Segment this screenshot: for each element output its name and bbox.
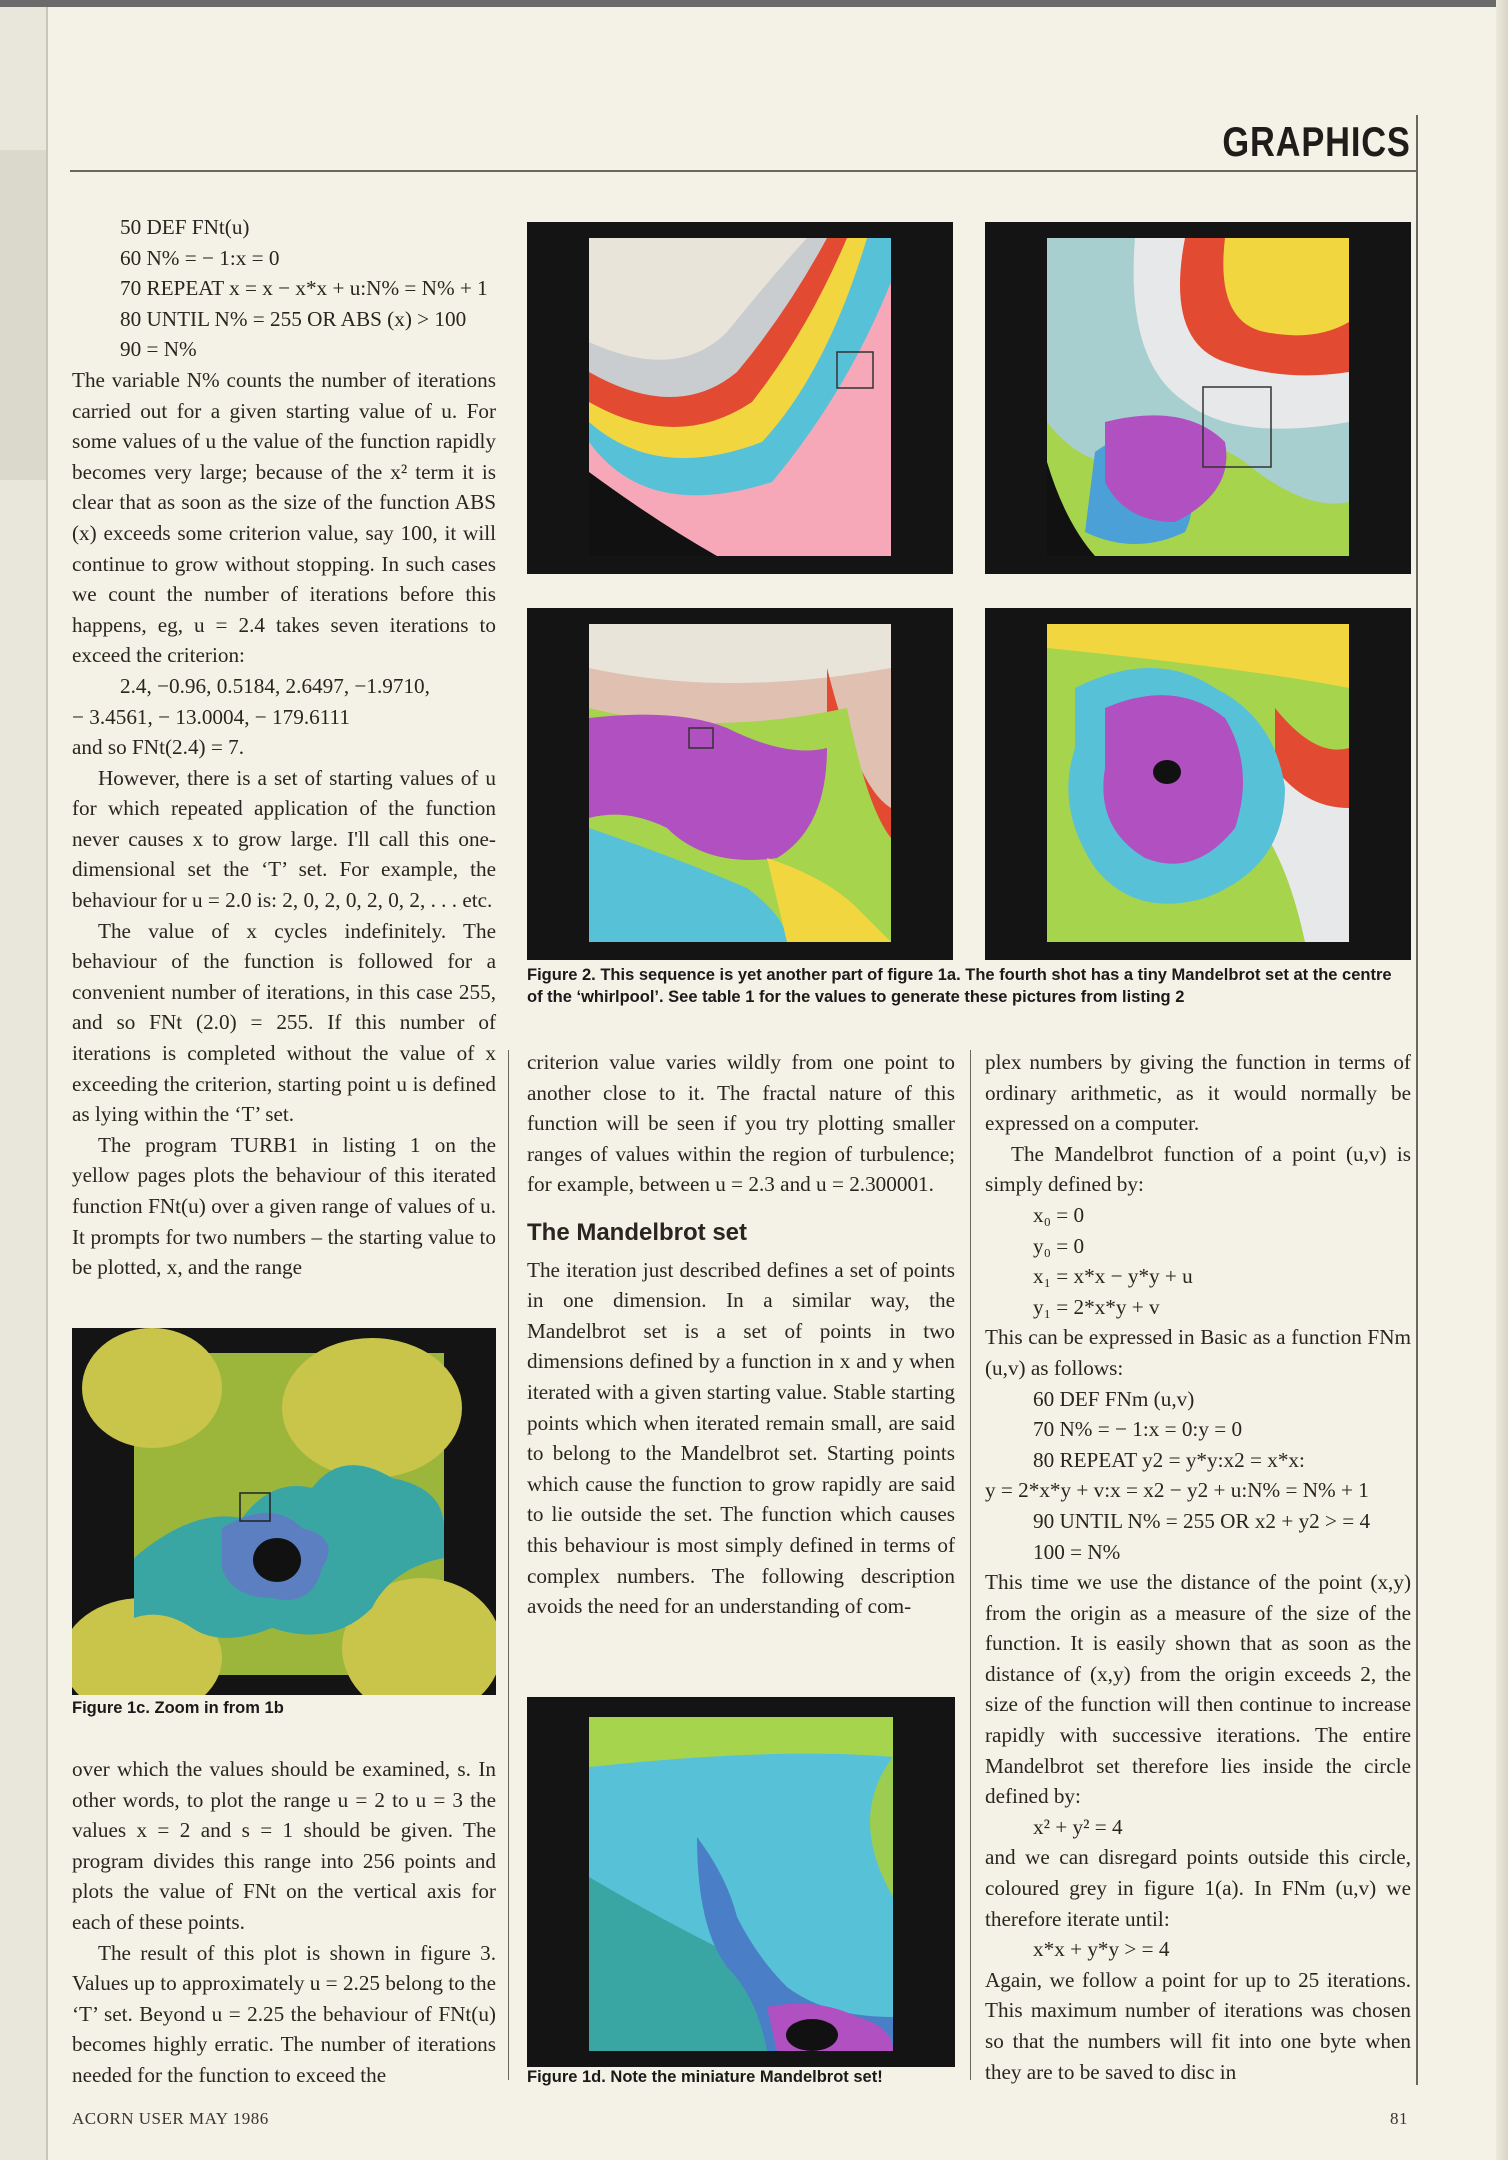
- code-line: y₁ = 2*x*y + v: [1033, 1294, 1160, 1319]
- top-dark-edge: [0, 0, 1508, 7]
- body-paragraph: plex numbers by giving the function in terms of ordinary arithmetic, as it would normally be expressed on a computer.: [985, 1050, 1411, 1136]
- code-line: 60 N% = − 1:x = 0: [120, 245, 280, 270]
- column-1-top: [72, 212, 496, 1283]
- code-line: 90 = N%: [120, 337, 197, 362]
- figure-2-image-3: [527, 608, 953, 960]
- code-line: 2.4, −0.96, 0.5184, 2.6497, −1.9710,: [120, 673, 430, 698]
- figure-1c-caption: Figure 1c. Zoom in from 1b: [72, 1699, 284, 1717]
- body-paragraph: The iteration just described defines a set of points in one dimension. In a similar way, the Mandelbrot set is a set of points in two dimensions defined by a function in x and y when iterated with a given starting value. Stable starting points which when iterated remain small, are said to belong to the Mandelbrot set. Starting points which cause the function to grow rapidly are said to lie outside the set. The function which causes this behaviour is most simply defined in terms of complex numbers. The following description avoids the need for an understanding of com-: [527, 1257, 955, 1619]
- body-paragraph: This time we use the distance of the point (x,y) from the origin as a measure of the size of the function. It is easily shown that as soon as the distance of (x,y) from the origin exceeds 2, the size of the function will then continue to increase rapidly with successive iterations. The entire Mandelbrot set therefore lies inside the circle defined by:: [985, 1570, 1411, 1809]
- body-paragraph: The Mandelbrot function of a point (u,v) is simply defined by:: [985, 1141, 1411, 1197]
- code-line: x² + y² = 4: [1033, 1814, 1123, 1839]
- body-paragraph: This can be expressed in Basic as a function FNm (u,v) as follows:: [985, 1325, 1411, 1380]
- code-line: 80 REPEAT y2 = y*y:x2 = x*x:: [1033, 1447, 1305, 1472]
- code-line: 50 DEF FNt(u): [120, 215, 250, 239]
- column-1-bottom: [72, 1754, 496, 2091]
- body-paragraph: over which the values should be examined, s. In other words, to plot the range u = 2 to u = 3 the values x = 2 and s = 1 should be given. The program divides this range into 256 points and plots the value of FNt on the vertical axis for each of these points.: [72, 1757, 496, 1934]
- code-line: x₀ = 0: [1033, 1202, 1085, 1227]
- figure-1d-caption: Figure 1d. Note the miniature Mandelbrot set!: [527, 2068, 883, 2086]
- code-line: y₀ = 0: [1033, 1233, 1085, 1258]
- figure-1d-image: [527, 1697, 955, 2067]
- body-paragraph: The result of this plot is shown in figure 3. Values up to approximately u = 2.25 belong to the ‘T’ set. Beyond u = 2.25 the behaviour of FNt(u) becomes highly erratic. The number of iterations needed for the function to exceed the: [72, 1940, 496, 2087]
- section-header: GRAPHICS: [1222, 118, 1411, 165]
- body-paragraph: The program TURB1 in listing 1 on the yellow pages plots the behaviour of this iterated function FNt(u) over a given range of values of u. It prompts for two numbers – the starting value to be plotted, x, and the range: [72, 1132, 496, 1280]
- figure-2-caption: Figure 2. This sequence is yet another part of figure 1a. The fourth shot has a tiny Mandelbrot set at the centre of the ‘whirlpool’. See table 1 for the values to generate these pictures from listing 2: [527, 966, 1392, 1006]
- code-line: x₁ = x*x − y*y + u: [1033, 1264, 1193, 1289]
- header-rule: [70, 170, 1418, 172]
- figure-1c-image: [72, 1328, 496, 1695]
- code-line: 100 = N%: [1033, 1539, 1121, 1564]
- section-heading: The Mandelbrot set: [527, 1218, 748, 1246]
- body-paragraph: and we can disregard points outside this circle, coloured grey in figure 1(a). In FNm (u,v) we therefore iterate until:: [985, 1845, 1411, 1931]
- body-paragraph: and so FNt(2.4) = 7.: [72, 735, 245, 760]
- body-paragraph: − 3.4561, − 13.0004, − 179.6111: [72, 704, 350, 729]
- code-line: 70 REPEAT x = x − x*x + u:N% = N% + 1: [120, 276, 488, 301]
- figure-2-image-2: [985, 222, 1411, 574]
- body-paragraph: The value of x cycles indefinitely. The behaviour of the function is followed for a convenient number of iterations, in this case 255, and so FNt (2.0) = 255. If this number of iterations is completed without the value of x exceeding the criterion, starting point u is defined as lying within the ‘T’ set.: [72, 918, 496, 1127]
- body-paragraph: criterion value varies wildly from one point to another close to it. The fractal nature of this function will be seen if you try plotting smaller ranges of values within the region of turbulence; for example, between u = 2.3 and u = 2.300001.: [527, 1050, 955, 1197]
- footer-page-number: 81: [1390, 2109, 1408, 2128]
- code-line: 60 DEF FNm (u,v): [1033, 1386, 1195, 1411]
- code-line: x*x + y*y > = 4: [1033, 1937, 1170, 1962]
- footer-publication: ACORN USER MAY 1986: [72, 2109, 269, 2128]
- column-rule-2: [970, 1050, 971, 2080]
- code-line: 90 UNTIL N% = 255 OR x2 + y2 > = 4: [1033, 1508, 1371, 1533]
- code-line: 70 N% = − 1:x = 0:y = 0: [1033, 1417, 1243, 1442]
- figure-2-image-4: [985, 608, 1411, 960]
- column-3: [985, 1047, 1411, 2087]
- column-rule-right: [1416, 115, 1418, 2085]
- body-paragraph: y = 2*x*y + v:x = x2 − y2 + u:N% = N% + 1: [985, 1478, 1369, 1503]
- column-rule-1: [508, 1050, 509, 2080]
- code-line: 80 UNTIL N% = 255 OR ABS (x) > 100: [120, 306, 467, 331]
- left-page-edge: [0, 0, 48, 2160]
- body-paragraph: However, there is a set of starting values of u for which repeated application of the function never causes x to grow large. I'll call this one-dimensional set the ‘T’ set. For example, the behaviour for u = 2.0 is: 2, 0, 2, 0, 2, 0, 2, . . . etc.: [72, 765, 496, 913]
- right-page-edge: [1496, 0, 1508, 2160]
- body-paragraph: The variable N% counts the number of iterations carried out for a given starting value of u. For some values of u the value of the function rapidly becomes very large; because of the x² term it is clear that as soon as the size of the function ABS (x) exceeds some criterion value, say 100, it will continue to grow without stopping. In such cases we count the number of iterations before this happens, eg, u = 2.4 takes seven iterations to exceed the criterion:: [72, 367, 496, 668]
- column-2: [527, 1047, 955, 1622]
- body-paragraph: Again, we follow a point for up to 25 iterations. This maximum number of iterations was chosen so that the numbers will fit into one byte when they are to be saved to disc in: [985, 1967, 1411, 2084]
- figure-2-image-1: [527, 222, 953, 574]
